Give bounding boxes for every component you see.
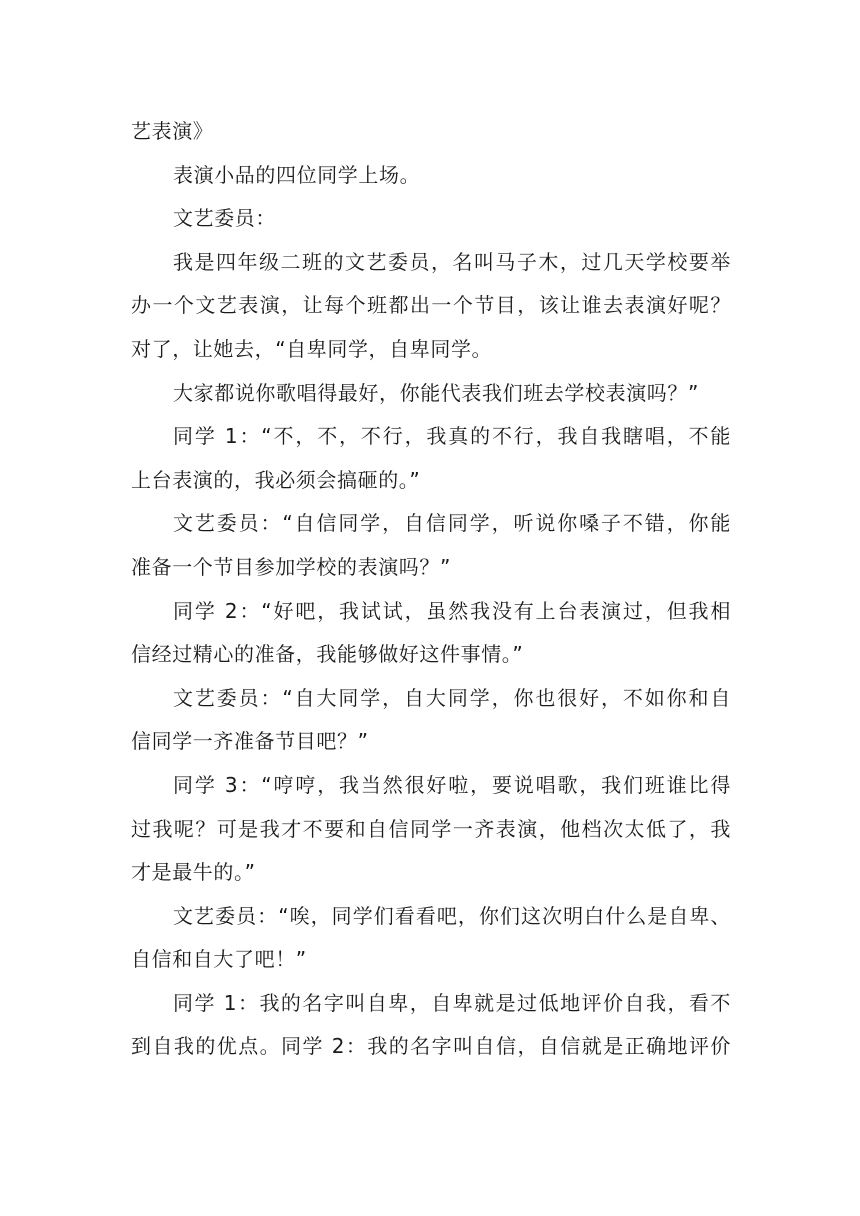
text-line: 文艺委员： <box>173 206 276 231</box>
text-line: 到自我的优点。同学 2：我的名字叫自信，自信就是正确地评价 <box>131 1034 731 1059</box>
text-line: 过我呢？可是我才不要和自信同学一齐表演，他档次太低了，我 <box>131 816 731 841</box>
text-line: 准备一个节目参加学校的表演吗？” <box>131 554 451 579</box>
text-line: 信经过精心的准备，我能够做好这件事情。” <box>131 642 524 667</box>
text-line: 文艺委员：“自信同学，自信同学，听说你嗓子不错，你能 <box>173 511 731 536</box>
text-line: 大家都说你歌唱得最好，你能代表我们班去学校表演吗？” <box>173 380 699 405</box>
text-line: 自信和自大了吧！” <box>131 947 307 972</box>
text-line: 文艺委员：“自大同学，自大同学，你也很好，不如你和自 <box>173 685 731 710</box>
text-line: 办一个文艺表演，让每个班都出一个节目，该让谁去表演好呢？ <box>131 293 731 318</box>
text-line: 信同学一齐准备节目吧？” <box>131 729 369 754</box>
text-line: 文艺委员：“唉，同学们看看吧，你们这次明白什么是自卑、 <box>173 903 731 928</box>
text-line: 表演小品的四位同学上场。 <box>173 162 421 187</box>
text-line: 我是四年级二班的文艺委员，名叫马子木，过几天学校要举 <box>173 249 731 274</box>
text-line: 同学 1：“不，不，不行，我真的不行，我自我瞎唱，不能 <box>173 424 731 449</box>
text-line: 艺表演》 <box>131 119 214 143</box>
text-line: 同学 3：“哼哼，我当然很好啦，要说唱歌，我们班谁比得 <box>173 772 731 797</box>
text-line: 才是最牛的。” <box>131 860 256 885</box>
text-line: 对了，让她去，“自卑同学，自卑同学。 <box>131 336 493 361</box>
text-line: 同学 1：我的名字叫自卑，自卑就是过低地评价自我，看不 <box>173 990 731 1015</box>
text-line: 同学 2：“好吧，我试试，虽然我没有上台表演过，但我相 <box>173 598 731 623</box>
text-line: 上台表演的，我必须会搞砸的。” <box>131 467 421 492</box>
document-body <box>131 110 731 1069</box>
